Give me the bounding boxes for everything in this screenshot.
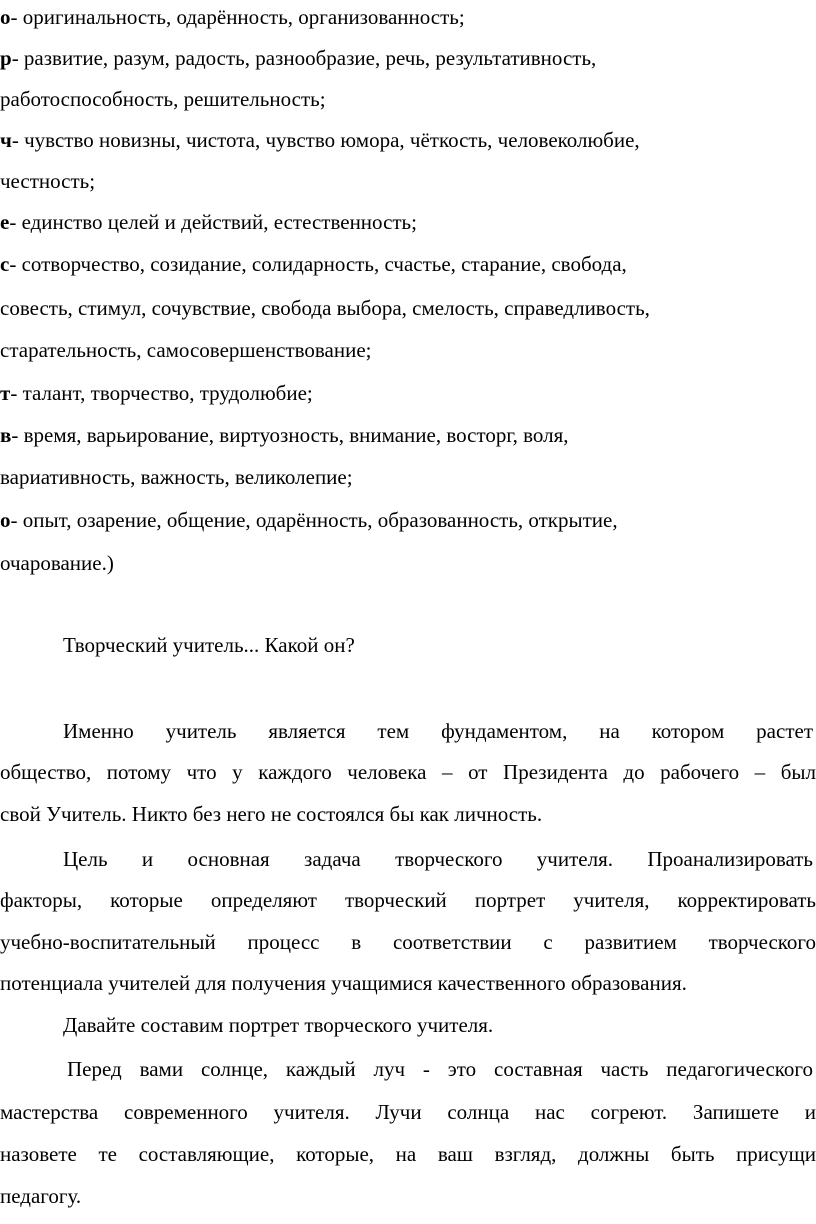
acrostic-letter: т <box>0 381 11 405</box>
paragraph-line: Перед вами солнце, каждый луч - это составная часть педагогического <box>67 1057 813 1081</box>
paragraph-line: Именно учитель является тем фундаментом, на котором растет <box>63 719 813 743</box>
acrostic-text: честность; <box>0 169 96 193</box>
acrostic-letter: о <box>0 508 11 532</box>
acrostic-line <box>0 254 816 275</box>
paragraph-line: педагогу. <box>0 1184 82 1208</box>
paragraph-line: потенциала учителей для получения учащимися качественного образования. <box>0 971 687 995</box>
acrostic-text: работоспособность, решительность; <box>0 87 326 111</box>
acrostic-text: вариативность, важность, великолепие; <box>0 465 353 489</box>
acrostic-text: - чувство новизны, чистота, чувство юмора, чёткость, человеколюбие, <box>11 128 640 152</box>
paragraph-line: назовете те составляющие, которые, на ваш взгляд, должны быть присущи <box>0 1142 816 1166</box>
acrostic-letter: в <box>0 423 12 447</box>
paragraph-line: учебно-воспитательный процесс в соответствии с развитием творческого <box>0 930 816 954</box>
paragraph-line: Цель и основная задача творческого учителя. Проанализировать <box>63 847 813 871</box>
acrostic-line <box>0 130 816 151</box>
acrostic-letter: о <box>0 5 11 29</box>
acrostic-text: - сотворчество, созидание, солидарность, счастье, старание, свобода, <box>9 252 627 276</box>
acrostic-line <box>0 7 816 28</box>
acrostic-line <box>0 48 816 69</box>
acrostic-letter: с <box>0 252 10 276</box>
acrostic-line <box>0 212 816 233</box>
acrostic-text: очарование.) <box>0 551 114 575</box>
paragraph-line: Давайте составим портрет творческого учителя. <box>63 1013 494 1037</box>
acrostic-letter: ч <box>0 128 12 152</box>
paragraph-line: общество, потому что у каждого человека – от Президента до рабочего – был <box>0 760 816 784</box>
acrostic-line <box>0 383 816 404</box>
acrostic-text: - время, варьирование, виртуозность, внимание, восторг, воля, <box>11 423 569 447</box>
paragraph-line: мастерства современного учителя. Лучи солнца нас согреют. Запишете и <box>0 1100 816 1124</box>
section-heading: Творческий учитель... Какой он? <box>63 633 355 657</box>
acrostic-text: старательность, самосовершенствование; <box>0 338 372 362</box>
acrostic-line <box>0 89 816 110</box>
acrostic-text: - оригинальность, одарённость, организованность; <box>10 5 465 29</box>
acrostic-line <box>0 171 816 192</box>
acrostic-line <box>0 425 816 446</box>
acrostic-letter: е <box>0 210 10 234</box>
paragraph-line: факторы, которые определяют творческий портрет учителя, корректировать <box>0 888 816 912</box>
acrostic-text: - единство целей и действий, естественность; <box>9 210 417 234</box>
acrostic-line <box>0 510 816 531</box>
paragraph-line: свой Учитель. Никто без него не состоялся бы как личность. <box>0 802 543 826</box>
acrostic-letter: р <box>0 46 12 70</box>
acrostic-text: - развитие, разум, радость, разнообразие, речь, результативность, <box>11 46 597 70</box>
acrostic-text: - опыт, озарение, общение, одарённость, образованность, открытие, <box>10 508 618 532</box>
acrostic-line <box>0 298 816 319</box>
acrostic-line <box>0 467 816 488</box>
acrostic-line <box>0 340 816 361</box>
acrostic-text: совесть, стимул, сочувствие, свобода выбора, смелость, справедливость, <box>0 296 650 320</box>
acrostic-line <box>0 553 816 574</box>
acrostic-text: - талант, творчество, трудолюбие; <box>10 381 313 405</box>
